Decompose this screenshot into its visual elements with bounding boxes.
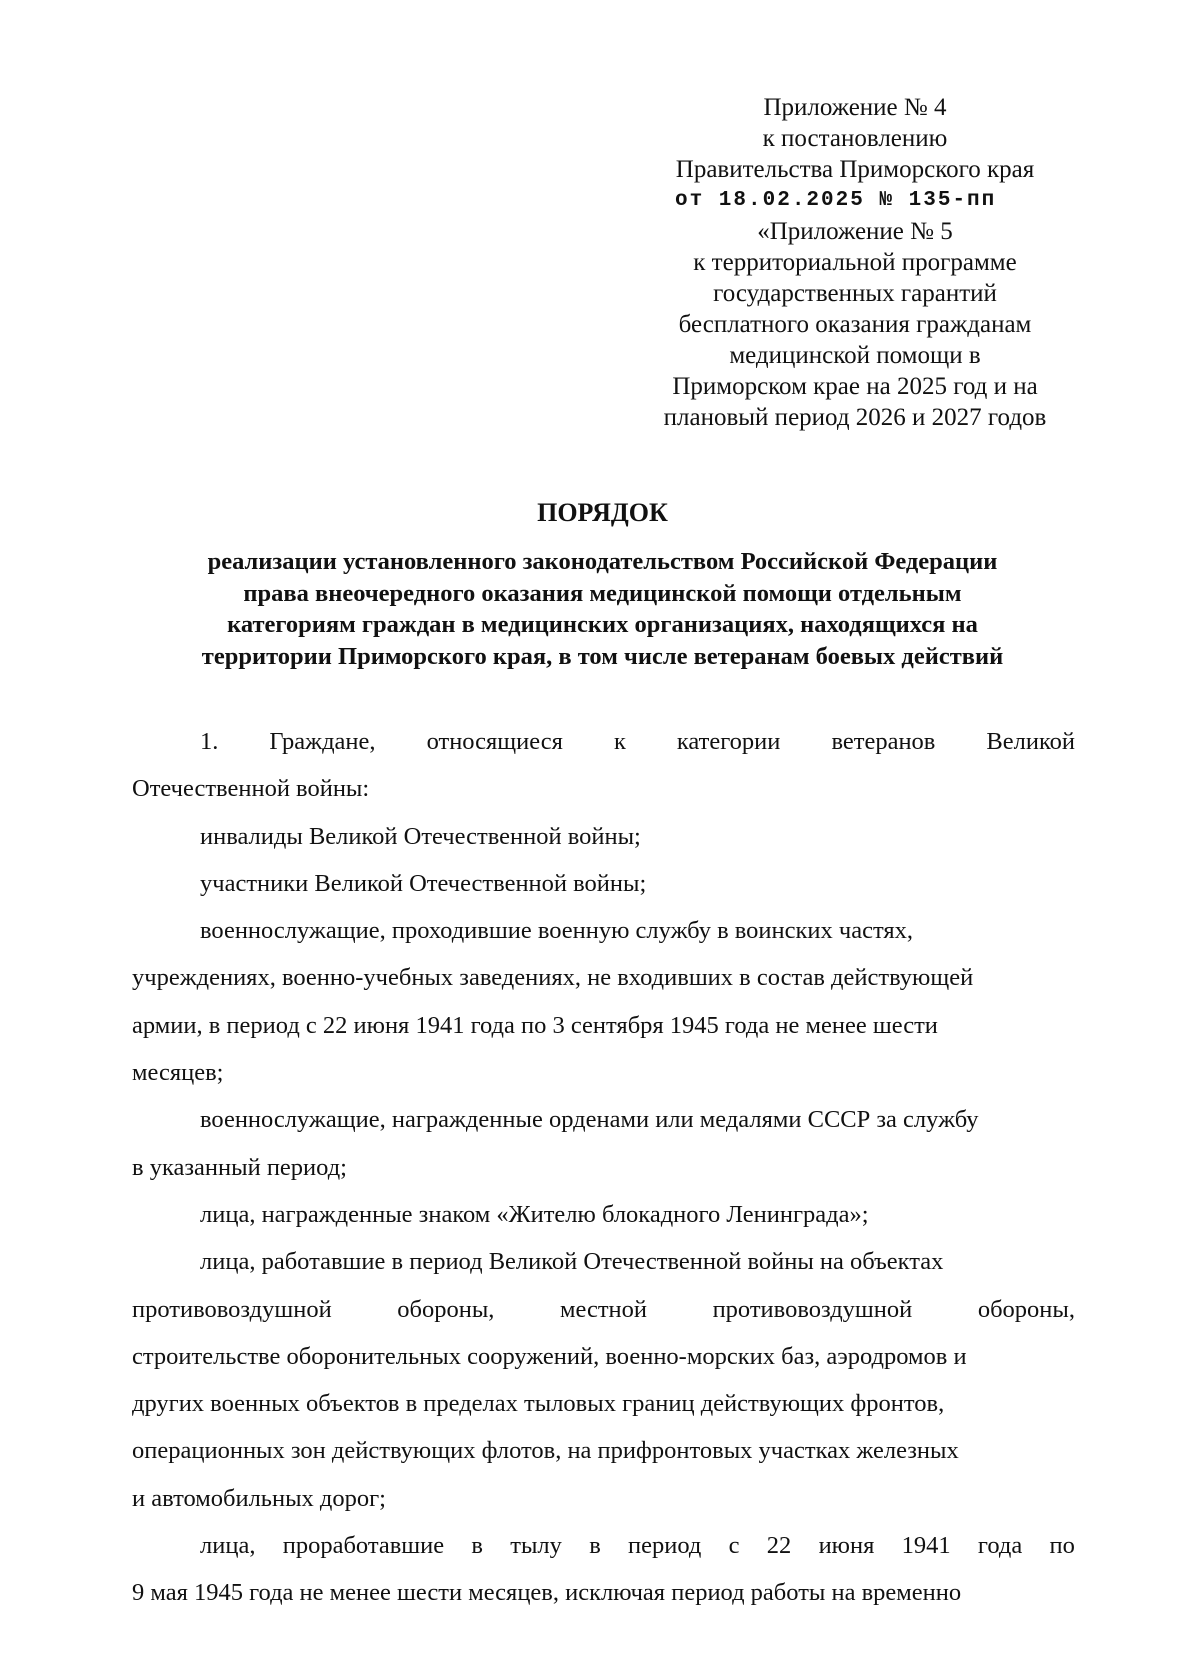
list-item-line: строительстве оборонительных сооружений, военно-морских баз, аэродромов и: [132, 1342, 967, 1370]
resolution-date-number: от 18.02.2025 № 135-пп: [675, 189, 997, 212]
paragraph-1-line: [132, 718, 1075, 765]
paragraph-1-end: Отечественной войны:: [132, 775, 370, 803]
word: 22: [766, 1532, 792, 1560]
word: тылу: [510, 1532, 562, 1560]
word: обороны,: [397, 1295, 495, 1323]
word: 1.: [200, 728, 219, 755]
appendix-line: к территориальной программе: [693, 249, 1017, 276]
list-item-line: и автомобильных дорог;: [132, 1484, 386, 1512]
list-item-line: месяцев;: [132, 1059, 224, 1087]
list-item-line: других военных объектов в пределах тыловых границ действующих фронтов,: [132, 1390, 945, 1418]
word: местной: [559, 1295, 648, 1323]
word: Великой: [986, 728, 1075, 755]
word: ветеранов: [831, 728, 936, 755]
appendix-line: медицинской помощи в: [729, 342, 981, 369]
word: с: [728, 1532, 740, 1560]
appendix-line: плановый период 2026 и 2027 годов: [663, 404, 1047, 431]
subtitle-line: реализации установленного законодательством Российской Федерации: [207, 548, 998, 575]
list-item-line: 9 мая 1945 года не менее шести месяцев, исключая период работы на временно: [132, 1579, 962, 1607]
subtitle-line: категориям граждан в медицинских организациях, находящихся на: [227, 611, 978, 638]
word: года: [977, 1532, 1023, 1560]
list-item: лица, награжденные знаком «Жителю блокадного Ленинграда»;: [200, 1200, 869, 1228]
list-item-line: армии, в период с 22 июня 1941 года по 3 сентября 1945 года не менее шести: [132, 1011, 938, 1039]
appendix-line: государственных гарантий: [713, 280, 997, 307]
list-item-line: учреждениях, военно-учебных заведениях, не входивших в состав действующей: [132, 964, 974, 992]
word: обороны,: [977, 1295, 1075, 1323]
list-item: участники Великой Отечественной войны;: [200, 869, 647, 897]
list-item-line: лица, работавшие в период Великой Отечественной войны на объектах: [200, 1248, 944, 1276]
appendix-line: бесплатного оказания гражданам: [678, 311, 1032, 338]
word: противовоздушной: [712, 1295, 913, 1323]
document-title: ПОРЯДОК: [537, 498, 668, 527]
word: 1941: [901, 1532, 951, 1560]
list-item-line: военнослужащие, проходившие военную службу в воинских частях,: [200, 917, 914, 945]
subtitle-line: права внеочередного оказания медицинской помощи отдельным: [243, 579, 962, 607]
document-subtitle: [130, 546, 1075, 672]
appendix-line: «Приложение № 5: [757, 218, 953, 245]
word: период: [628, 1532, 702, 1560]
list-item-line: в указанный период;: [132, 1153, 347, 1181]
word: категории: [676, 728, 781, 755]
appendix-header: [630, 92, 1080, 433]
word: к: [613, 728, 626, 755]
word: лица,: [200, 1532, 256, 1560]
word: по: [1049, 1532, 1075, 1560]
word: относящиеся: [426, 728, 563, 755]
appendix-line: Правительства Приморского края: [675, 156, 1035, 183]
word: противовоздушной: [132, 1295, 332, 1323]
word: в: [471, 1532, 483, 1560]
appendix-line: Приложение № 4: [763, 94, 947, 121]
subtitle-line: территории Приморского края, в том числе ветеранам боевых действий: [201, 642, 1004, 670]
word: проработавшие: [282, 1532, 445, 1560]
appendix-line: к постановлению: [762, 125, 948, 152]
list-item-line: операционных зон действующих флотов, на прифронтовых участках железных: [132, 1437, 959, 1465]
list-item-line: военнослужащие, награжденные орденами или медалями СССР за службу: [200, 1106, 979, 1134]
word: июня: [818, 1532, 875, 1560]
list-item-line: [132, 1286, 1075, 1333]
list-item-line: [132, 1522, 1075, 1569]
word: Граждане,: [269, 728, 376, 755]
list-item: инвалиды Великой Отечественной войны;: [200, 822, 641, 850]
appendix-line: Приморском крае на 2025 год и на: [672, 373, 1038, 400]
document-body: [132, 718, 1075, 1617]
word: в: [589, 1532, 601, 1560]
